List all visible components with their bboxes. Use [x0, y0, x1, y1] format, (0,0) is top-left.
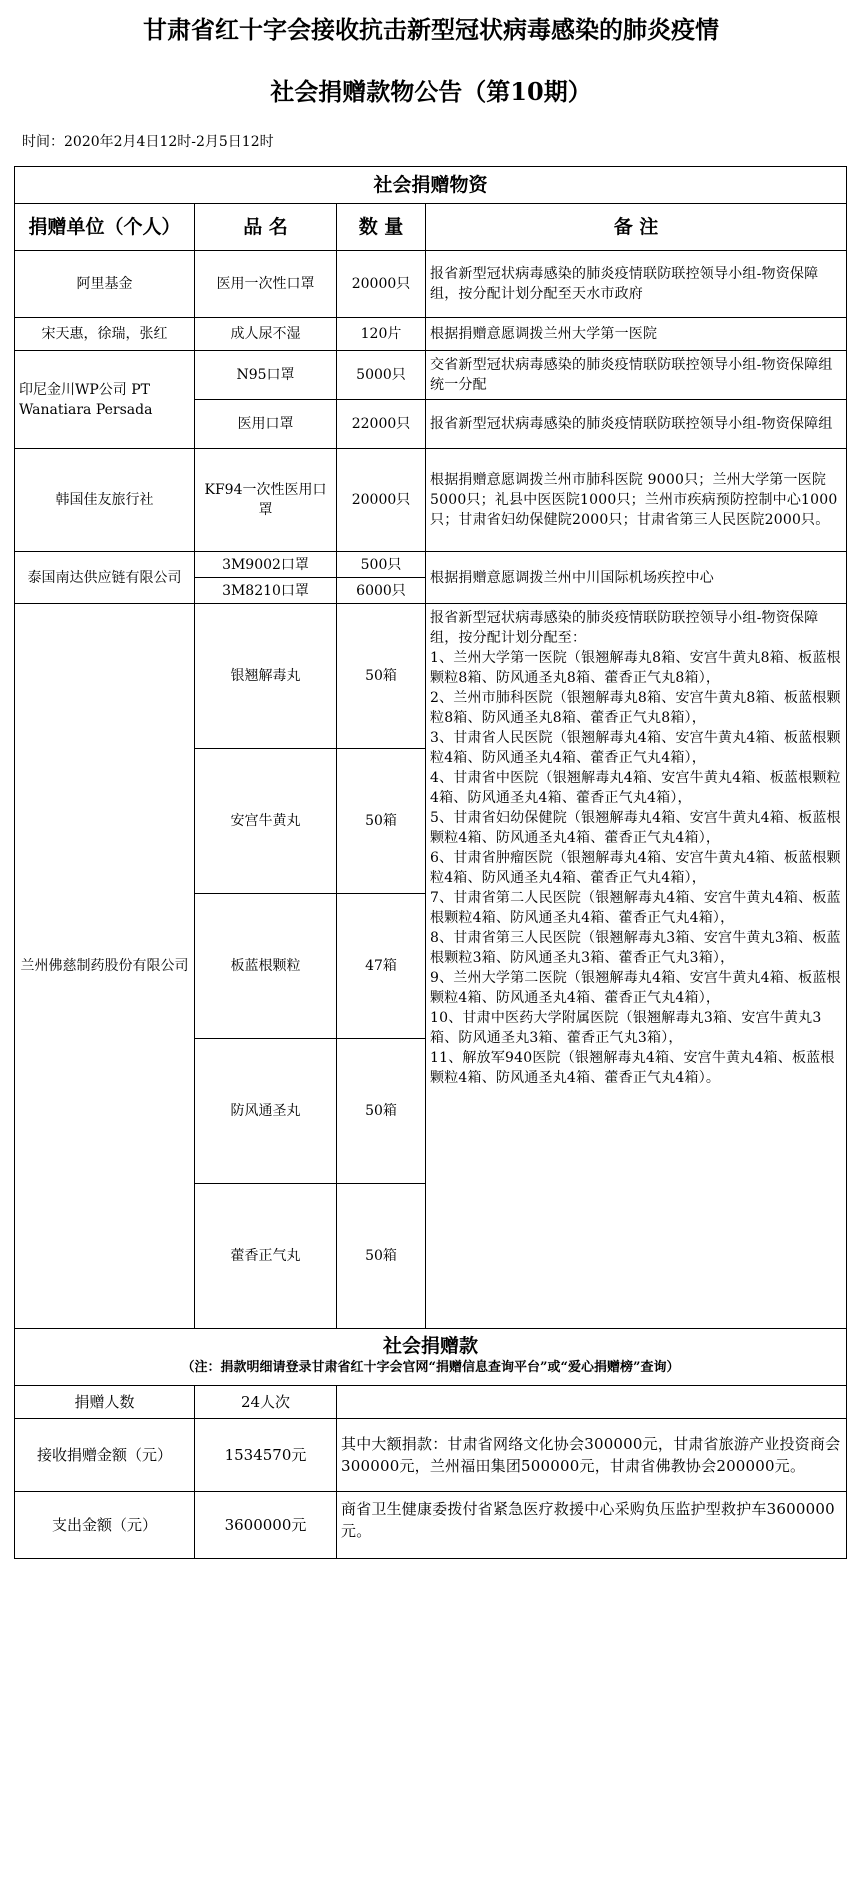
money-section-note: （注：捐款明细请登录甘肃省红十字会官网“捐赠信息查询平台”或“爱心捐赠榜”查询）: [181, 1360, 680, 1375]
table-row: [15, 251, 847, 318]
announcement-title-line1: 甘肃省红十字会接收抗击新型冠状病毒感染的肺炎疫情: [143, 15, 719, 44]
note-cell: 报省新型冠状病毒感染的肺炎疫情联防联控领导小组-物资保障组: [426, 400, 847, 449]
item-cell: 医用一次性口罩: [195, 251, 337, 318]
item-cell: 银翘解毒丸: [195, 604, 337, 749]
money-section-title: 社会捐赠款: [383, 1335, 479, 1357]
item-cell: 安宫牛黄丸: [195, 749, 337, 894]
col-qty-header: 数 量: [337, 204, 426, 251]
time-range: 时间：2020年2月4日12时-2月5日12时: [22, 134, 274, 150]
table-row: [15, 552, 847, 578]
qty-cell: 50箱: [337, 749, 426, 894]
empty-cell: [337, 1386, 847, 1419]
qty-cell: 5000只: [337, 351, 426, 400]
col-donor-header: 捐赠单位（个人）: [15, 204, 195, 251]
col-note-header: 备 注: [426, 204, 847, 251]
table-row: [15, 1386, 847, 1419]
donation-table: [14, 166, 847, 1559]
qty-cell: 47箱: [337, 894, 426, 1039]
received-amount-value: 1534570元: [195, 1419, 337, 1492]
received-amount-label: 接收捐赠金额（元）: [15, 1419, 195, 1492]
donor-cell: 阿里基金: [15, 251, 195, 318]
column-header-row: [15, 204, 847, 251]
donor-cell: 宋天惠，徐瑞，张红: [15, 318, 195, 351]
table-row: [15, 351, 847, 400]
item-cell: 防风通圣丸: [195, 1039, 337, 1184]
qty-cell: 6000只: [337, 578, 426, 604]
item-cell: 成人尿不湿: [195, 318, 337, 351]
note-cell: 交省新型冠状病毒感染的肺炎疫情联防联控领导小组-物资保障组统一分配: [426, 351, 847, 400]
table-row: [15, 318, 847, 351]
received-note: 其中大额捐款：甘肃省网络文化协会300000元，甘肃省旅游产业投资商会300000元，兰州福田集团500000元，甘肃省佛教协会200000元。: [337, 1419, 847, 1492]
donor-cell: 兰州佛慈制药股份有限公司: [15, 604, 195, 1329]
qty-cell: 50箱: [337, 1184, 426, 1329]
goods-section-header: [15, 167, 847, 204]
item-cell: KF94一次性医用口罩: [195, 449, 337, 552]
note-cell: 报省新型冠状病毒感染的肺炎疫情联防联控领导小组-物资保障组，按分配计划分配至： 1、兰州大学第一医院（银翘解毒丸8箱、安宫牛黄丸8箱、板蓝根颗粒8箱、防风通圣丸8箱、藿香正气丸8箱）， 2、兰州市肺科医院（银翘解毒丸8箱、安宫牛黄丸8箱、板蓝根颗粒8箱、防风通圣丸8箱、藿香正气丸8箱）， 3、甘肃省人民医院（银翘解毒丸4箱、安宫牛黄丸4箱、板蓝根颗粒4箱、防风通圣丸4箱、藿香正气丸4箱）， 4、甘肃省中医院（银翘解毒丸4箱、安宫牛黄丸4箱、板蓝根颗粒4箱、防风通圣丸4箱、藿香正气丸4箱）， 5、甘肃省妇幼保健院（银翘解毒丸4箱、安宫牛黄丸4箱、板蓝根颗粒4箱、防风通圣丸4箱、藿香正气丸4箱）， 6、甘肃省肿瘤医院（银翘解毒丸4箱、安宫牛黄丸4箱、板蓝根颗粒4箱、防风通圣丸4箱、藿香正气丸4箱）， 7、甘肃省第二人民医院（银翘解毒丸4箱、安宫牛黄丸4箱、板蓝根颗粒4箱、防风通圣丸4箱、藿香正气丸4箱）， 8、甘肃省第三人民医院（银翘解毒丸3箱、安宫牛黄丸3箱、板蓝根颗粒3箱、防风通圣丸3箱、藿香正气丸3箱）， 9、兰州大学第二医院（银翘解毒丸4箱、安宫牛黄丸4箱、板蓝根颗粒4箱、防风通圣丸4箱、藿香正气丸4箱）， 10、甘肃中医药大学附属医院（银翘解毒丸3箱、安宫牛黄丸3箱、防风通圣丸3箱、藿香正气丸3箱）， 11、解放军940医院（银翘解毒丸4箱、安宫牛黄丸4箱、板蓝根颗粒4箱、防风通圣丸4箱、藿香正气丸4箱）。: [426, 604, 847, 1329]
note-cell: 根据捐赠意愿调拨兰州中川国际机场疾控中心: [426, 552, 847, 604]
spent-amount-label: 支出金额（元）: [15, 1492, 195, 1559]
spent-note: 商省卫生健康委拨付省紧急医疗救援中心采购负压监护型救护车3600000元。: [337, 1492, 847, 1559]
donors-count-label: 捐赠人数: [15, 1386, 195, 1419]
note-cell: 报省新型冠状病毒感染的肺炎疫情联防联控领导小组-物资保障组，按分配计划分配至天水市政府: [426, 251, 847, 318]
qty-cell: 20000只: [337, 449, 426, 552]
item-cell: 板蓝根颗粒: [195, 894, 337, 1039]
table-row: [15, 1419, 847, 1492]
item-cell: 3M9002口罩: [195, 552, 337, 578]
table-row: [15, 449, 847, 552]
item-cell: 藿香正气丸: [195, 1184, 337, 1329]
table-row: [15, 1492, 847, 1559]
qty-cell: 20000只: [337, 251, 426, 318]
announcement-title-line2: 社会捐赠款物公告（第10期）: [270, 77, 592, 106]
item-cell: 医用口罩: [195, 400, 337, 449]
item-cell: N95口罩: [195, 351, 337, 400]
qty-cell: 120片: [337, 318, 426, 351]
donor-cell: 韩国佳友旅行社: [15, 449, 195, 552]
money-section-header: [15, 1329, 847, 1386]
table-row: [15, 604, 847, 749]
donor-cell: 印尼金川WP公司 PT Wanatiara Persada: [15, 351, 195, 449]
note-cell: 根据捐赠意愿调拨兰州市肺科医院 9000只；兰州大学第一医院 5000只；礼县中医医院1000只；兰州市疾病预防控制中心1000只；甘肃省妇幼保健院2000只；甘肃省第三人民医院2000只。: [426, 449, 847, 552]
spent-amount-value: 3600000元: [195, 1492, 337, 1559]
qty-cell: 50箱: [337, 1039, 426, 1184]
note-cell: 根据捐赠意愿调拨兰州大学第一医院: [426, 318, 847, 351]
qty-cell: 50箱: [337, 604, 426, 749]
qty-cell: 500只: [337, 552, 426, 578]
item-cell: 3M8210口罩: [195, 578, 337, 604]
goods-section-title: 社会捐赠物资: [15, 167, 847, 204]
col-item-header: 品 名: [195, 204, 337, 251]
donor-cell: 泰国南达供应链有限公司: [15, 552, 195, 604]
qty-cell: 22000只: [337, 400, 426, 449]
donors-count-value: 24人次: [195, 1386, 337, 1419]
